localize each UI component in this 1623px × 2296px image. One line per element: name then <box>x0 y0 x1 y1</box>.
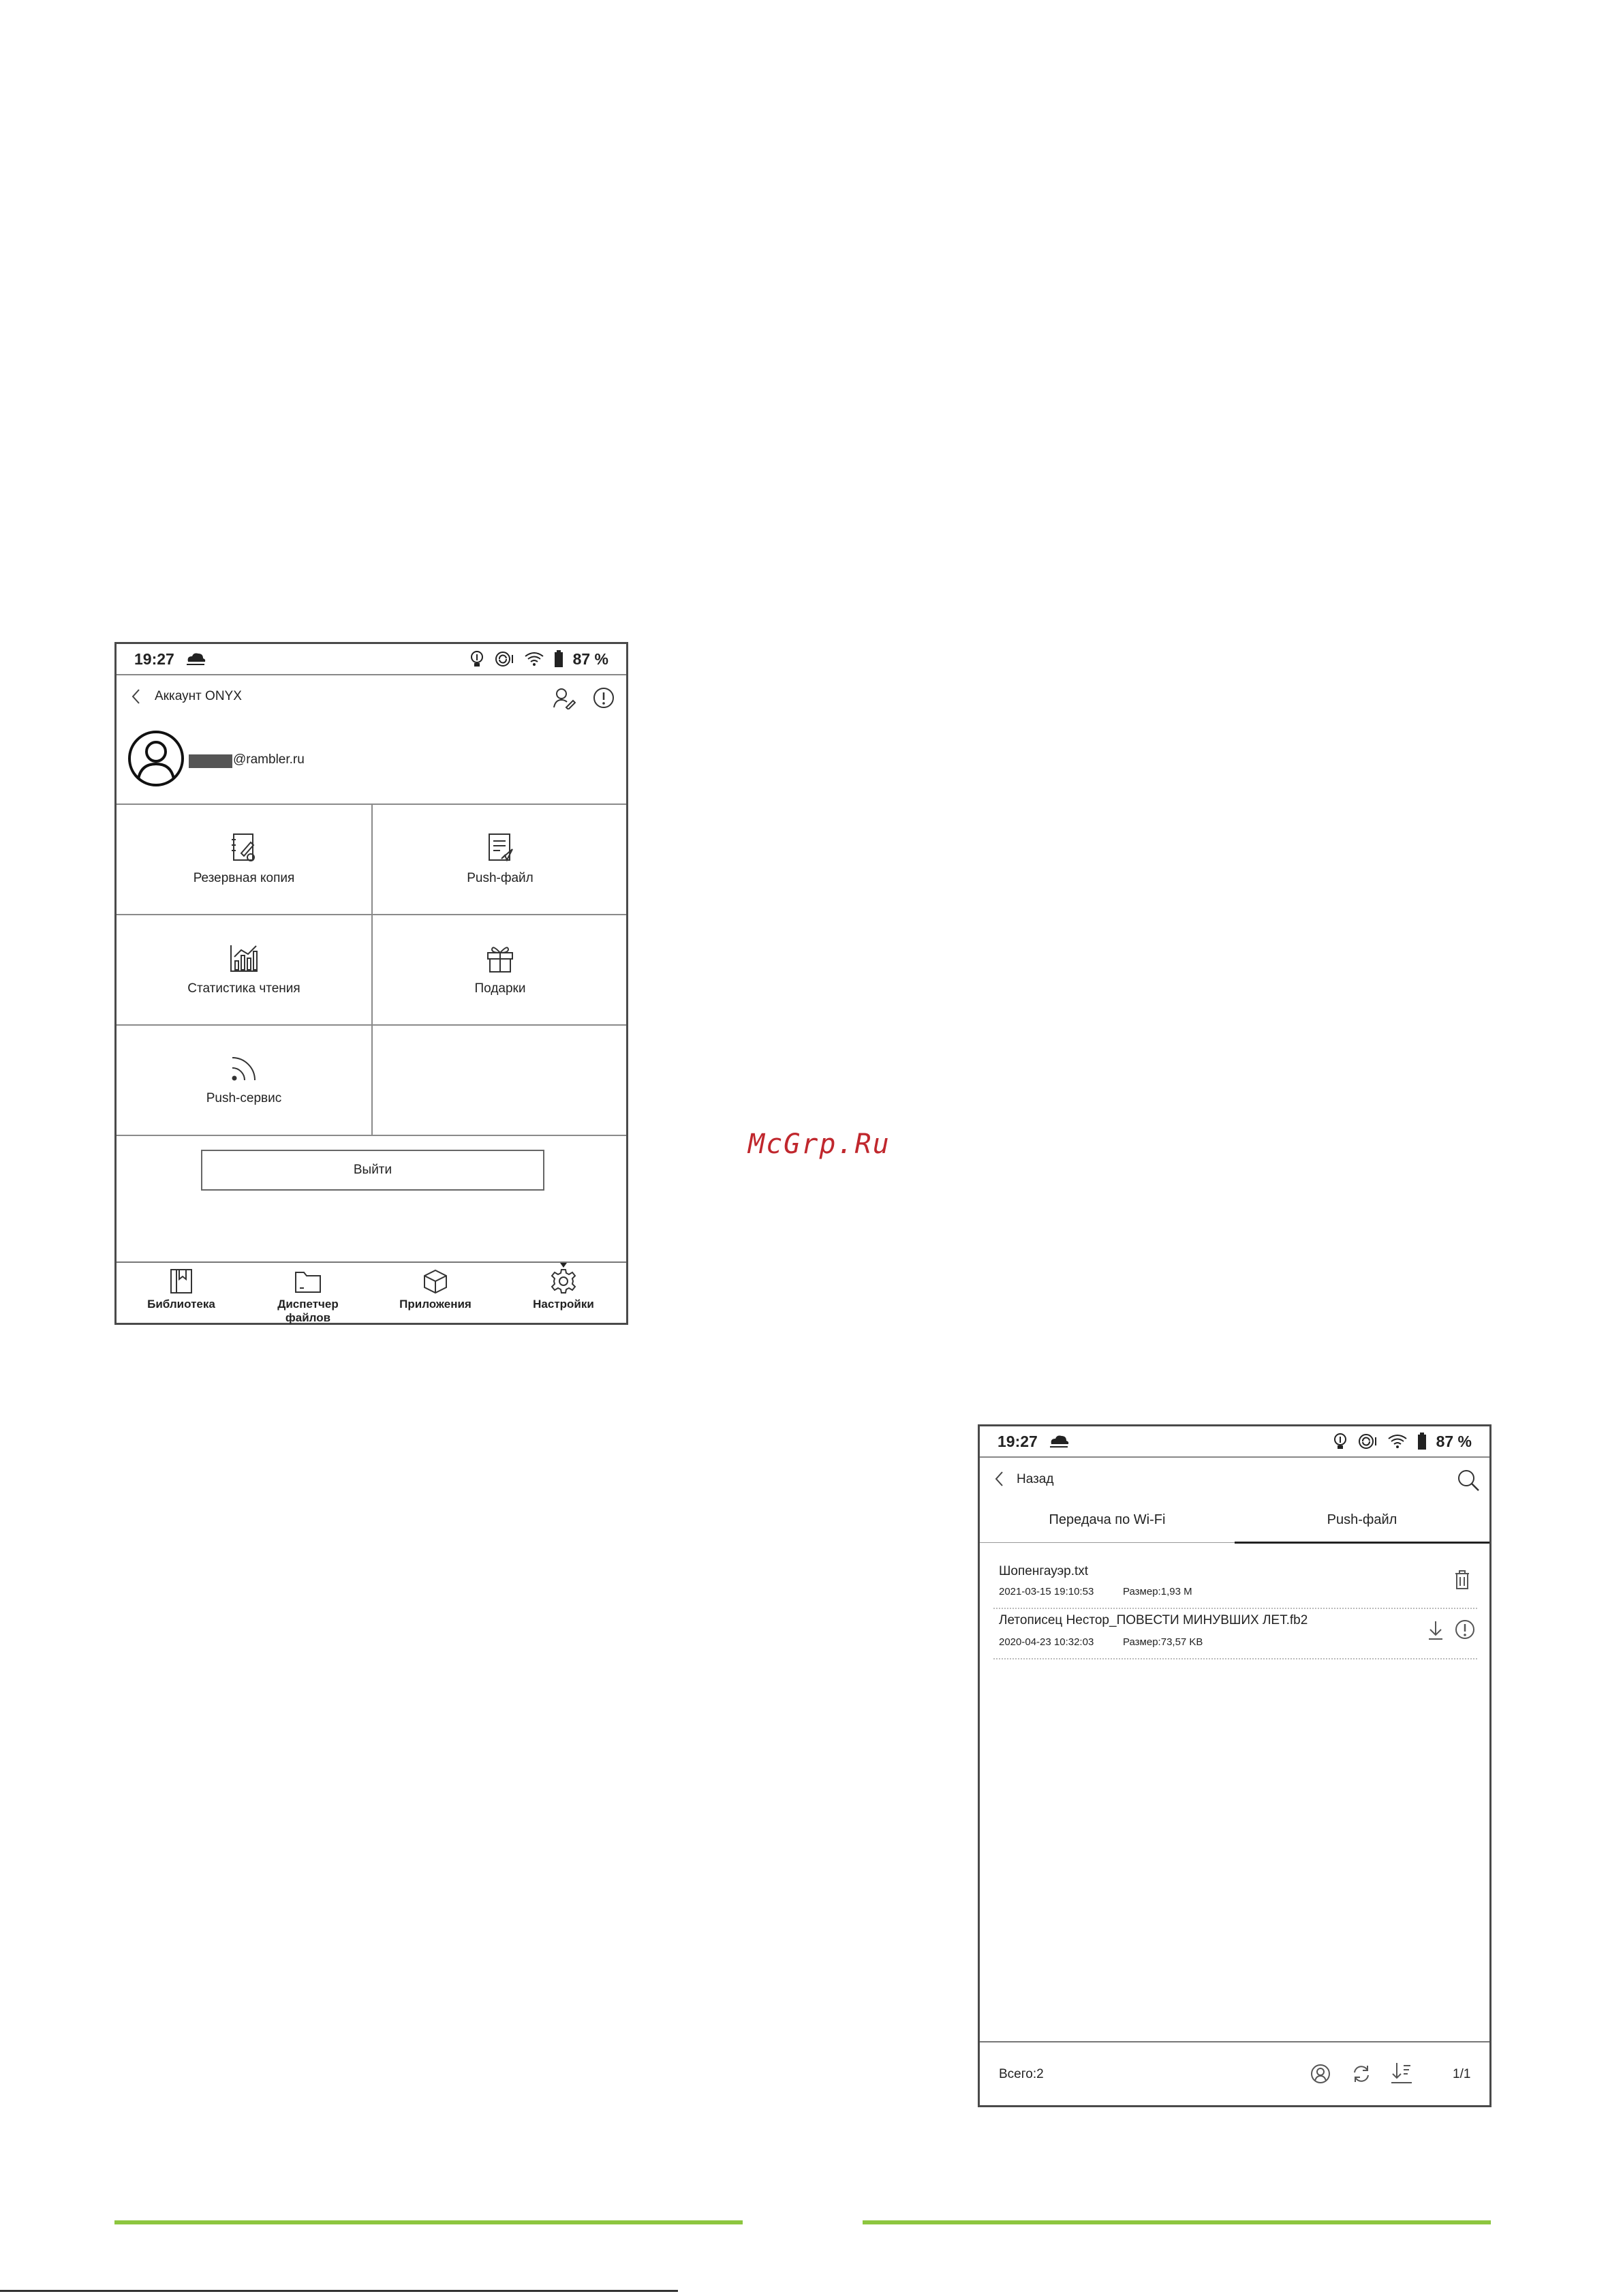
nav-settings[interactable] <box>509 1263 618 1311</box>
download-icon[interactable] <box>1427 1620 1444 1640</box>
push-file-tile[interactable] <box>373 805 628 914</box>
back-chevron-icon[interactable] <box>993 1470 1004 1488</box>
battery-percent: 87 % <box>1436 1432 1472 1450</box>
account-icon[interactable] <box>1310 2063 1331 2085</box>
nav-library[interactable] <box>127 1268 236 1311</box>
info-icon[interactable] <box>592 686 615 709</box>
tab-push-file-label: Push-файл <box>1327 1512 1397 1527</box>
page-title: Аккаунт ONYX <box>155 689 242 703</box>
file-size: Размер:1,93 M <box>1123 1586 1192 1597</box>
tab-wifi-transfer-label: Передача по Wi-Fi <box>1049 1512 1166 1527</box>
bulb-icon[interactable] <box>469 650 484 668</box>
search-icon[interactable] <box>1457 1469 1480 1492</box>
account-screen <box>114 642 628 1325</box>
statistics-icon <box>229 943 259 973</box>
nav-apps-label: Приложения <box>399 1298 472 1311</box>
bottom-page-line <box>0 2290 678 2292</box>
folder-icon <box>294 1268 322 1294</box>
backup-label: Резервная копия <box>193 871 295 885</box>
footer-divider-left <box>114 2220 743 2224</box>
apps-icon <box>422 1268 448 1294</box>
reading-stats-tile[interactable] <box>117 915 371 1024</box>
rss-icon <box>230 1054 258 1083</box>
battery-icon <box>554 650 563 668</box>
wifi-icon[interactable] <box>524 651 544 667</box>
sort-download-icon[interactable] <box>1390 2062 1413 2085</box>
email-redaction <box>189 754 232 768</box>
cloud-weather-icon <box>184 651 207 667</box>
file-name: Шопенгауэр.txt <box>999 1564 1089 1578</box>
gift-icon <box>486 943 514 973</box>
tab-wifi-transfer[interactable] <box>980 1497 1235 1542</box>
library-icon <box>170 1268 193 1294</box>
file-date: 2021-03-15 19:10:53 <box>999 1586 1094 1597</box>
push-service-tile[interactable] <box>117 1026 371 1135</box>
profile-email: @rambler.ru <box>233 752 305 767</box>
sync-icon[interactable] <box>1357 1433 1378 1450</box>
footer-divider-right <box>863 2220 1491 2224</box>
back-label[interactable]: Назад <box>1017 1472 1054 1486</box>
status-bar <box>117 644 626 675</box>
tab-bar <box>980 1497 1489 1544</box>
backup-tile[interactable] <box>117 805 371 914</box>
info-icon[interactable] <box>1454 1619 1476 1640</box>
nav-file-manager-label: Диспетчер файлов <box>277 1298 339 1324</box>
active-tab-underline <box>1235 1542 1489 1544</box>
push-file-label: Push-файл <box>467 871 534 885</box>
gifts-label: Подарки <box>474 981 526 996</box>
status-time: 19:27 <box>998 1432 1038 1450</box>
nav-library-label: Библиотека <box>147 1298 215 1311</box>
push-file-screen <box>978 1424 1491 2107</box>
wifi-icon[interactable] <box>1387 1433 1408 1450</box>
avatar <box>127 730 185 787</box>
file-row[interactable] <box>993 1560 1477 1609</box>
total-count: Всего:2 <box>999 2067 1044 2081</box>
gifts-tile[interactable] <box>373 915 628 1024</box>
file-name: Летописец Нестор_ПОВЕСТИ МИНУВШИХ ЛЕТ.fb2 <box>999 1613 1308 1627</box>
nav-apps[interactable] <box>381 1268 490 1311</box>
status-bar <box>980 1426 1489 1458</box>
active-indicator-icon <box>560 1263 567 1268</box>
trash-icon[interactable] <box>1454 1570 1470 1590</box>
nav-settings-label: Настройки <box>533 1298 594 1311</box>
push-file-icon <box>486 833 514 863</box>
back-chevron-icon[interactable] <box>130 688 141 705</box>
tab-push-file[interactable] <box>1235 1497 1489 1542</box>
watermark: McGrp.Ru <box>748 1129 891 1160</box>
sync-icon[interactable] <box>494 650 514 668</box>
nav-file-manager[interactable] <box>253 1268 362 1325</box>
push-service-label: Push-сервис <box>206 1091 282 1105</box>
bottom-nav <box>117 1261 626 1328</box>
settings-icon <box>551 1268 576 1294</box>
status-time: 19:27 <box>134 649 174 668</box>
footer-bar <box>980 2041 1489 2108</box>
file-size: Размер:73,57 KB <box>1123 1636 1203 1648</box>
file-date: 2020-04-23 10:32:03 <box>999 1636 1094 1648</box>
cloud-weather-icon <box>1047 1433 1070 1450</box>
battery-icon <box>1417 1433 1427 1450</box>
tab-underline <box>980 1542 1235 1543</box>
page-indicator: 1/1 <box>1453 2067 1471 2081</box>
backup-icon <box>230 833 258 863</box>
logout-button[interactable]: Выйти <box>201 1150 544 1191</box>
file-row[interactable] <box>993 1609 1477 1659</box>
edit-profile-icon[interactable] <box>553 686 576 709</box>
bulb-icon[interactable] <box>1333 1433 1348 1450</box>
refresh-icon[interactable] <box>1350 2063 1372 2085</box>
battery-percent: 87 % <box>572 649 608 668</box>
reading-stats-label: Статистика чтения <box>187 981 300 996</box>
